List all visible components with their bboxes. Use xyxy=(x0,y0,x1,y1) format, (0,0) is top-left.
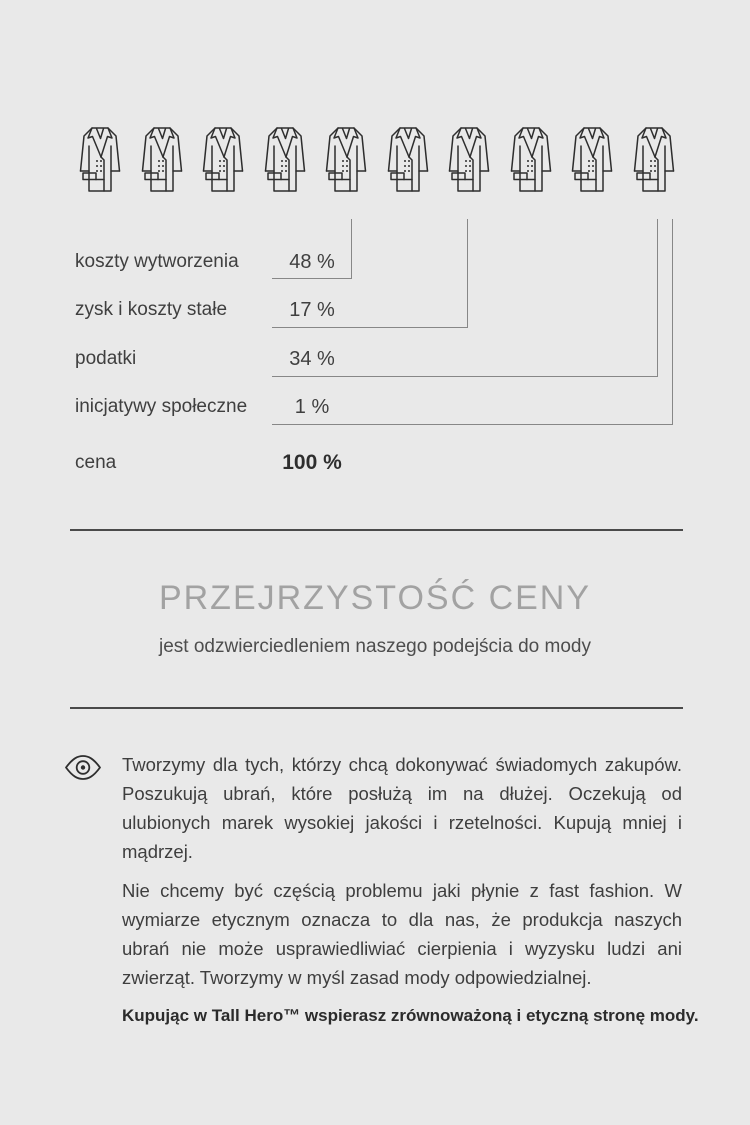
connector-34pct-underline xyxy=(272,376,658,377)
row-value: 34 % xyxy=(289,348,335,370)
breakdown-row-profit-fixed-costs xyxy=(75,297,695,323)
row-label: cena xyxy=(75,452,117,473)
connector-48pct-underline xyxy=(272,278,352,279)
row-label: podatki xyxy=(75,348,137,369)
connector-1pct-underline xyxy=(272,424,673,425)
coat-icons-row xyxy=(77,125,677,195)
page-title: PRZEJRZYSTOŚĆ CENY xyxy=(158,579,592,617)
coat-icon xyxy=(139,125,185,195)
breakdown-row-taxes xyxy=(75,346,695,372)
row-label: inicjatywy społeczne xyxy=(75,396,248,417)
row-label: koszty wytworzenia xyxy=(75,251,239,272)
divider-bottom xyxy=(70,707,683,709)
row-value: 48 % xyxy=(289,251,335,273)
row-label: zysk i koszty stałe xyxy=(75,299,228,320)
divider-top xyxy=(70,529,683,531)
coat-icon xyxy=(323,125,369,195)
page-subtitle: jest odzwierciedleniem naszego podejścia do mody xyxy=(159,636,591,657)
coat-icon xyxy=(77,125,123,195)
mission-paragraph-1: Tworzymy dla tych, którzy chcą dokonywać świadomych zakupów. Poszukują ubrań, które posłużą im na dłużej. Oczekują od ulubionych marek wysokiej jakości i rzetelności. Kupują mniej i mądrzej. xyxy=(122,754,682,862)
coat-icon xyxy=(631,125,677,195)
breakdown-row-total-price xyxy=(75,450,695,476)
row-value: 100 % xyxy=(282,451,342,474)
mission-text xyxy=(122,750,682,1002)
breakdown-row-manufacturing xyxy=(75,249,695,275)
coat-icon xyxy=(508,125,554,195)
coat-icon xyxy=(569,125,615,195)
brand-statement: Kupując w Tall Hero™ wspierasz zrównoważoną i etyczną stronę mody. xyxy=(122,1006,699,1025)
row-value: 1 % xyxy=(294,396,330,418)
coat-icon xyxy=(385,125,431,195)
coat-icon xyxy=(200,125,246,195)
coat-icon xyxy=(446,125,492,195)
mission-paragraph-2: Nie chcemy być częścią problemu jaki płynie z fast fashion. W wymiarze etycznym oznacza to dla nas, że produkcja naszych ubrań nie może usprawiedliwiać cierpienia i wyzysku ludzi ani zwierząt. Tworzymy w myśl zasad mody odpowiedzialnej. xyxy=(122,880,682,988)
coat-icon xyxy=(262,125,308,195)
eye-icon xyxy=(65,754,101,781)
breakdown-row-social-initiatives xyxy=(75,394,695,420)
row-value: 17 % xyxy=(289,299,335,321)
connector-17pct-underline xyxy=(272,327,468,328)
